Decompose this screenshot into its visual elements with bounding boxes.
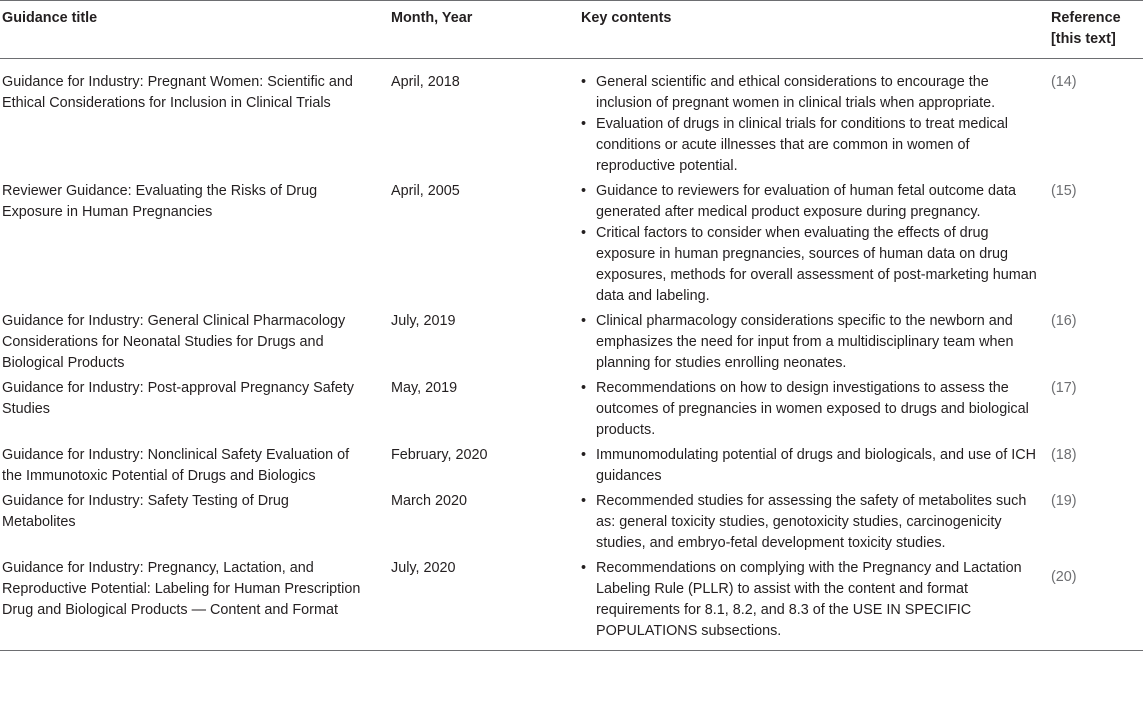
key-contents xyxy=(579,177,1049,307)
reference-link[interactable]: (20) xyxy=(1051,569,1077,585)
table-row xyxy=(0,441,1143,487)
content-bullet: • Immunomodulating potential of drugs and biologicals, and use of ICH guidances xyxy=(581,445,1049,487)
key-contents xyxy=(579,307,1049,374)
guidance-title: Guidance for Industry: General Clinical Pharmacology Considerations for Neonatal Studies for Drugs and Biological Products xyxy=(2,313,346,371)
reference-link[interactable]: (14) xyxy=(1051,74,1077,90)
header-row xyxy=(0,1,1143,59)
key-contents xyxy=(579,554,1049,651)
guidance-date: May, 2019 xyxy=(391,380,458,396)
content-bullet: • Clinical pharmacology considerations specific to the newborn and emphasizes the need for input from a multidisciplinary team when planning for studies enrolling neonates. xyxy=(581,311,1049,374)
reference-cell xyxy=(1049,59,1143,178)
reference-cell xyxy=(1049,307,1143,374)
guidance-title: Guidance for Industry: Safety Testing of Drug Metabolites xyxy=(2,493,289,530)
reference-cell xyxy=(1049,487,1143,554)
guidance-date: April, 2018 xyxy=(391,74,460,90)
key-contents xyxy=(579,487,1049,554)
guidance-date: February, 2020 xyxy=(391,447,488,463)
reference-link[interactable]: (16) xyxy=(1051,313,1077,329)
reference-cell xyxy=(1049,554,1143,651)
reference-cell xyxy=(1049,177,1143,307)
content-bullet: • Guidance to reviewers for evaluation of human fetal outcome data generated after medical product exposure during pregnancy. xyxy=(581,181,1049,223)
key-contents xyxy=(579,374,1049,441)
header-guidance-title: Guidance title xyxy=(2,10,98,26)
table-row xyxy=(0,374,1143,441)
table-row xyxy=(0,59,1143,178)
content-bullet: • Evaluation of drugs in clinical trials for conditions to treat medical conditions or acute illnesses that are common in women of reproductive potential. xyxy=(581,114,1049,177)
header-reference: Reference [this text] xyxy=(1051,10,1121,47)
header-month-year: Month, Year xyxy=(391,10,473,26)
reference-cell xyxy=(1049,441,1143,487)
guidance-title: Guidance for Industry: Pregnancy, Lactation, and Reproductive Potential: Labeling for Human Prescription Drug and Biological Products — Content and Format xyxy=(2,560,361,618)
key-contents xyxy=(579,441,1049,487)
table-row xyxy=(0,177,1143,307)
guidance-title: Guidance for Industry: Nonclinical Safety Evaluation of the Immunotoxic Potential of Drugs and Biologics xyxy=(2,447,350,484)
guidance-date: April, 2005 xyxy=(391,183,460,199)
content-bullet: • Recommendations on complying with the Pregnancy and Lactation Labeling Rule (PLLR) to assist with the content and format requirements for 8.1, 8.2, and 8.3 of the USE IN SPECIFIC POPULATIONS subsections. xyxy=(581,558,1049,642)
reference-link[interactable]: (15) xyxy=(1051,183,1077,199)
content-bullet: • Recommendations on how to design investigations to assess the outcomes of pregnancies in women exposed to drugs and biological products. xyxy=(581,378,1049,441)
guidance-title: Guidance for Industry: Post-approval Pregnancy Safety Studies xyxy=(2,380,354,417)
reference-link[interactable]: (19) xyxy=(1051,493,1077,509)
guidance-title: Guidance for Industry: Pregnant Women: Scientific and Ethical Considerations for Inclusion in Clinical Trials xyxy=(2,74,353,111)
guidance-date: July, 2019 xyxy=(391,313,456,329)
table-row xyxy=(0,554,1143,651)
reference-link[interactable]: (17) xyxy=(1051,380,1077,396)
header-key-contents: Key contents xyxy=(581,10,672,26)
table-row xyxy=(0,487,1143,554)
guidance-date: March 2020 xyxy=(391,493,467,509)
table-row xyxy=(0,307,1143,374)
key-contents xyxy=(579,59,1049,178)
guidance-title: Reviewer Guidance: Evaluating the Risks of Drug Exposure in Human Pregnancies xyxy=(2,183,318,220)
reference-link[interactable]: (18) xyxy=(1051,447,1077,463)
reference-cell xyxy=(1049,374,1143,441)
content-bullet: • Recommended studies for assessing the safety of metabolites such as: general toxicity studies, genotoxicity studies, carcinogenicity studies, and embryo-fetal development toxicity studies. xyxy=(581,491,1049,554)
guidance-date: July, 2020 xyxy=(391,560,456,576)
content-bullet: • General scientific and ethical considerations to encourage the inclusion of pregnant women in clinical trials when appropriate. xyxy=(581,72,1049,114)
content-bullet: • Critical factors to consider when evaluating the effects of drug exposure in human pregnancies, sources of human data on drug exposures, methods for overall assessment of post-marketing human data and labeling. xyxy=(581,223,1049,307)
